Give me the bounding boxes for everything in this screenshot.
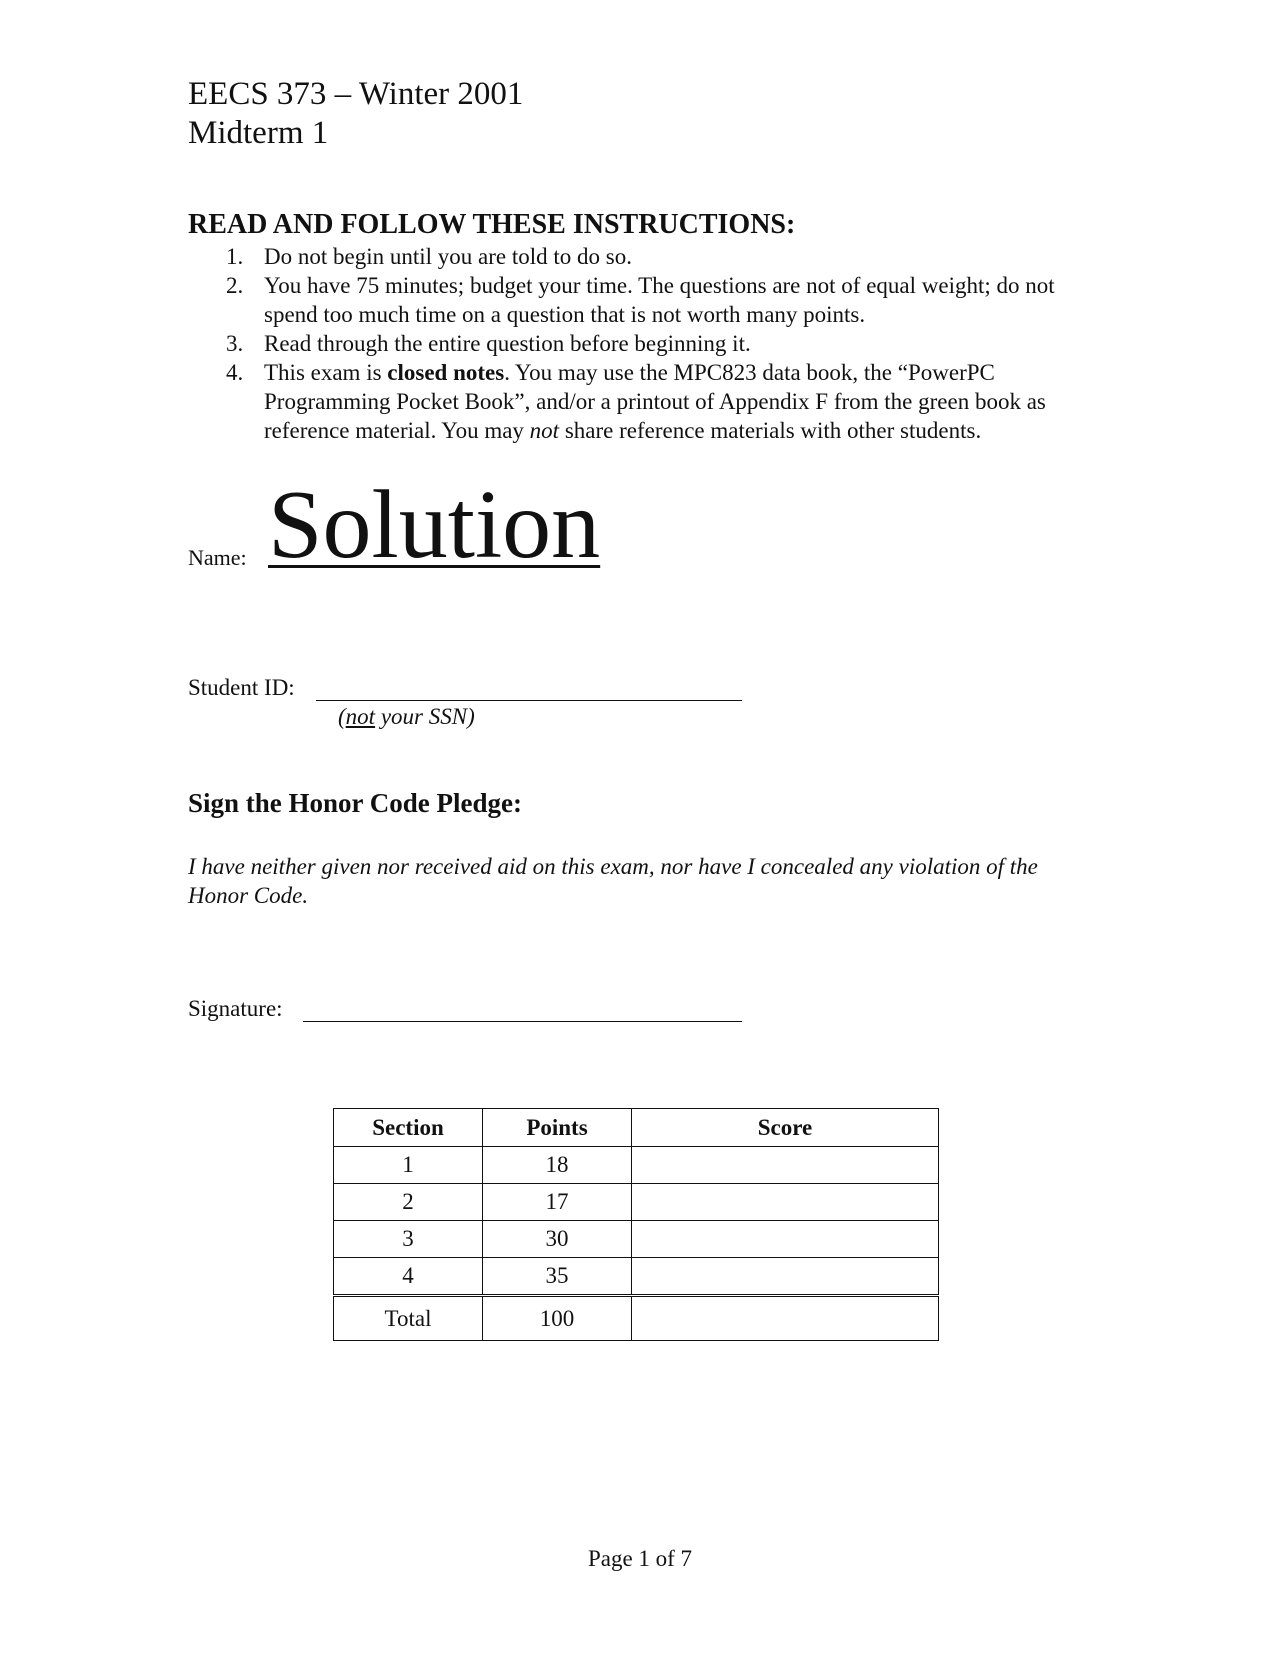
points-cell: 35 [483,1258,632,1296]
total-label-cell: Total [334,1296,483,1341]
note-rest: your SSN) [375,704,475,729]
instruction-item [188,358,1108,445]
header-points: Points [483,1109,632,1147]
instruction-number: 2. [226,273,244,298]
table-row [334,1147,939,1184]
table-row [334,1221,939,1258]
header-section: Section [334,1109,483,1147]
signature-label: Signature: [188,996,283,1021]
score-cell[interactable] [632,1258,939,1296]
name-label: Name: [188,545,247,570]
table-row [334,1184,939,1221]
instructions-list [188,242,1108,445]
score-cell[interactable] [632,1221,939,1258]
score-cell[interactable] [632,1184,939,1221]
instruction-item [188,242,1108,271]
note-underlined: not [345,704,376,729]
section-cell: 3 [334,1221,483,1258]
table-row [334,1258,939,1296]
total-row [334,1296,939,1341]
points-cell: 18 [483,1147,632,1184]
score-table [333,1108,939,1341]
instruction-text [264,360,1046,443]
points-cell: 30 [483,1221,632,1258]
honor-pledge-text: I have neither given nor received aid on this exam, nor have I concealed any violation of the Honor Code. [188,854,1038,908]
instruction-text: You have 75 minutes; budget your time. The questions are not of equal weight; do not spend too much time on a question that is not worth many points. [264,273,1055,327]
total-score-cell[interactable] [632,1296,939,1341]
instruction-text: Do not begin until you are told to do so. [264,244,632,269]
exam-title: Midterm 1 [188,115,329,151]
instruction-text-part: share reference materials with other students. [559,418,982,443]
section-cell: 2 [334,1184,483,1221]
table-header-row [334,1109,939,1147]
student-id-field[interactable] [316,700,742,701]
instruction-item [188,271,1108,329]
points-cell: 17 [483,1184,632,1221]
closed-notes-emphasis: closed notes [387,360,505,385]
section-cell: 1 [334,1147,483,1184]
instruction-text-part: This exam is [264,360,388,385]
instruction-number: 4. [226,360,244,385]
instruction-item [188,329,1108,358]
instruction-number: 3. [226,331,244,356]
header-score: Score [632,1109,939,1147]
name-value[interactable]: Solution [268,471,601,579]
student-id-note [338,704,475,730]
page-number: Page 1 of 7 [587,1546,693,1571]
instructions-heading: READ AND FOLLOW THESE INSTRUCTIONS: [188,209,796,240]
instruction-text-part: . You may use the MPC823 data book, the “PowerPC Programming Pocket Book”, and/or a printout of Appendix F from the green book as reference material. You may [264,360,1046,443]
student-id-label: Student ID: [188,675,295,700]
instruction-text: Read through the entire question before beginning it. [264,331,751,356]
instruction-number: 1. [226,244,244,269]
note-open: ( [338,704,346,729]
honor-code-heading: Sign the Honor Code Pledge: [188,788,523,818]
not-emphasis: not [529,418,560,443]
signature-field[interactable] [303,1021,742,1022]
total-points-cell: 100 [483,1296,632,1341]
section-cell: 4 [334,1258,483,1296]
course-title: EECS 373 – Winter 2001 [188,76,524,112]
score-cell[interactable] [632,1147,939,1184]
